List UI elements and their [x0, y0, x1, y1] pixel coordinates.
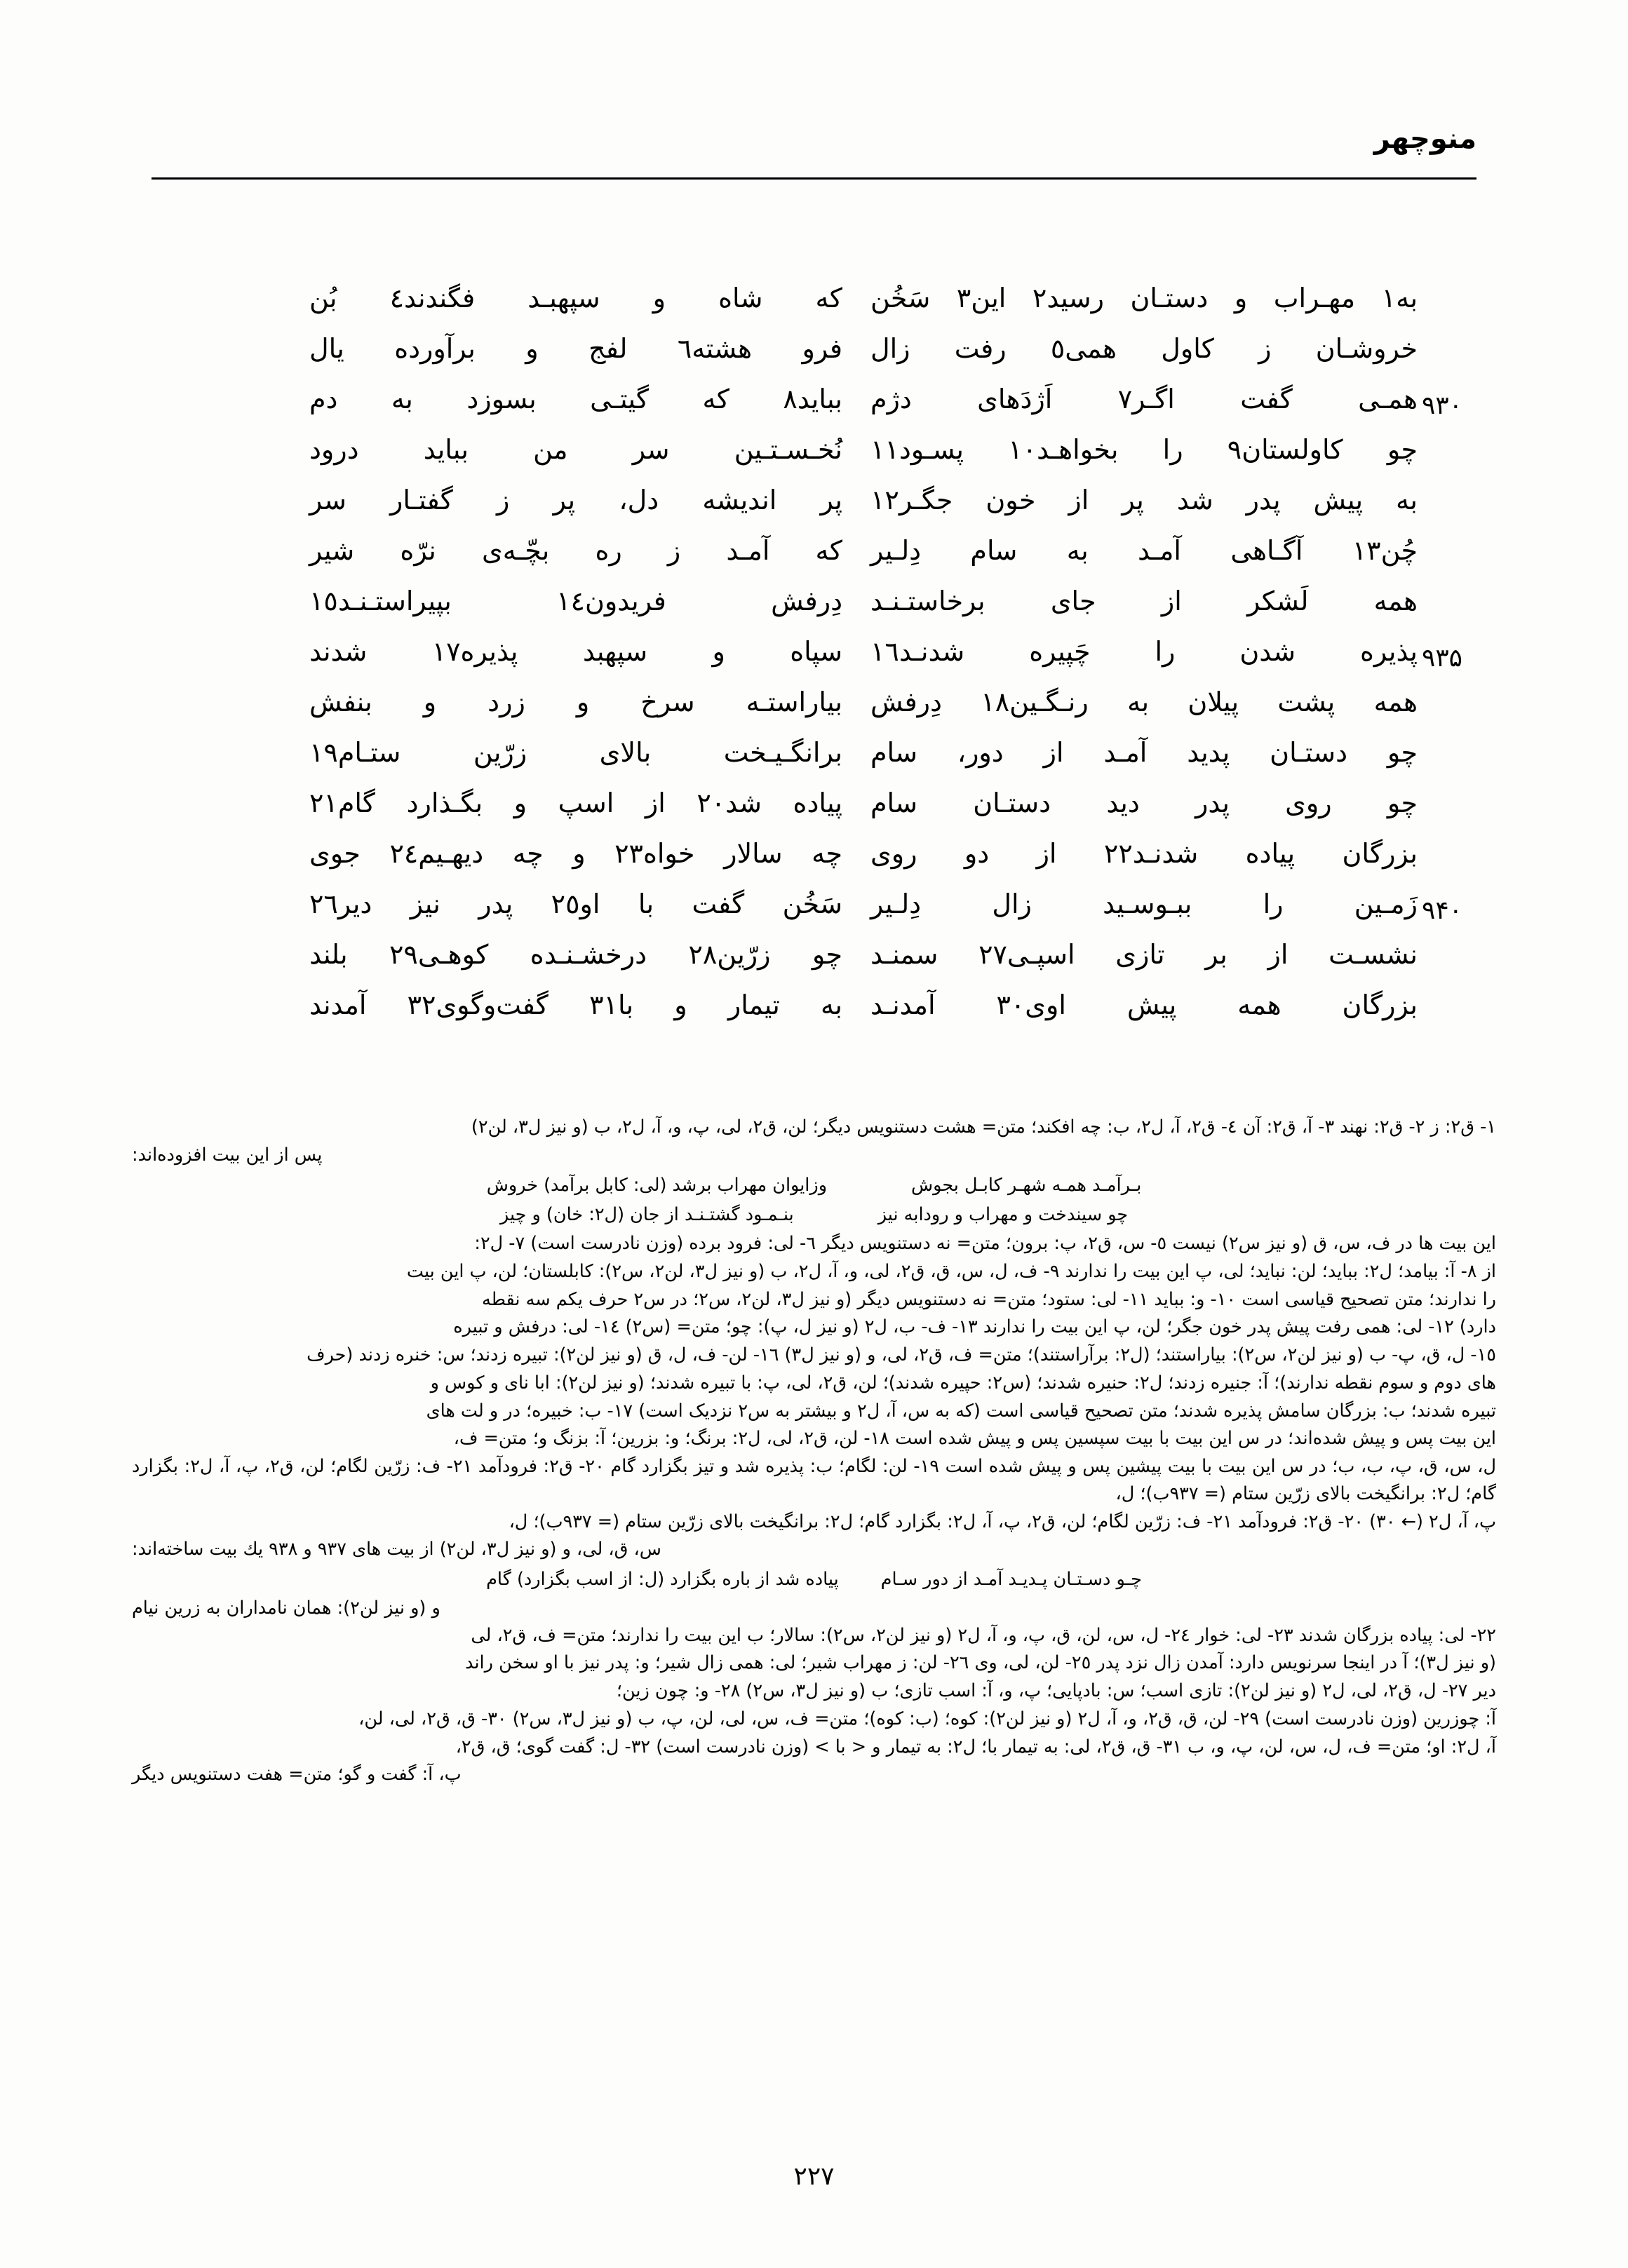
hemistich-left: بباید٨ که گیتـی بسوزد به دم	[309, 384, 842, 414]
hemistich-right: بزرگان پیاده شدنـد٢٢ از دو روی	[870, 838, 1418, 869]
apparatus-intro: پس از این بیت افزوده‌اند:	[132, 1144, 323, 1166]
apparatus-line: پ، آ: گفت و گو؛ متن= هفت دستنویس دیگر	[132, 1764, 462, 1786]
verse-number: ۹۴۰	[1422, 896, 1463, 925]
verse-block	[210, 281, 1463, 1038]
apparatus-line: و (و نیز لن٢): همان نامداران به زرین نیام	[132, 1597, 440, 1619]
hemistich-right: بـرآمـد همـه شهـر کابـل بجوش	[911, 1174, 1142, 1196]
hemistich-left: چه سالار خواه٢٣ و چه دیهـیم٢٤ جوی	[309, 838, 842, 869]
hemistich-right: خروشـان ز کاول همی٥ رفت زال	[870, 333, 1418, 364]
hemistich-left: چو زرّین٢٨ درخشـنـده کوهـی٢٩ بلند	[309, 939, 842, 970]
hemistich-right: همه پشت پیلان به رنـگـین١٨ دِرفش	[870, 687, 1418, 717]
verse-row	[210, 482, 1418, 533]
apparatus-line: از ٨- آ: بیامد؛ ل٢: بباید؛ لن: نباید؛ لی، پ این بیت را ندارند ٩- ف، ل، س، ق، ق٢، لی، و، آ، ل٢، ب (و نیز ل٣، لن٢، س٢): کابلستان؛ لن، پ این بیت	[406, 1260, 1496, 1282]
hemistich-left: فرو هشته٦ لفج و برآورده یال	[309, 333, 842, 364]
hemistich-left: پیاده شد از باره بگزارد (ل: از اسب بگزارد) گام	[486, 1569, 839, 1590]
apparatus-line: ل، س، ق، پ، ب، ب؛ در س این بیت با بیت پیشین پس و پیش شده است ١٩- لن: لگام؛ ب: پذیره شد و تیز بگزارد گام ٢٠- ق٢: فرودآمد ٢١- ف: زرّین لگام؛ لن، ق٢، پ، آ، ل٢: بگزارد گام؛ ل٢: برانگیخت بالای زرّین ستام (= ۹۳۷ب)؛ ل،	[132, 1456, 1496, 1504]
apparatus-line: این بیت ها در ف، س، ق (و نیز س٢) نیست ٥- س، ق٢، پ: برون؛ متن= نه دستنویس دیگر ٦- لی: فرود برده (وزن نادرست است) ٧- ل٢:	[474, 1233, 1496, 1254]
header-divider	[152, 177, 1476, 180]
apparatus-line: ۱- ق٢: ز ۲- ق٢: نهند ۳- آ، ق٢: آن ٤- ق٢، آ، ل٢، ب: چه افکند؛ متن= هشت دستنویس دیگر؛ لن، ق٢، لی، پ، و، آ، ل٢، ب (و نیز ل٣، لن٢)	[471, 1116, 1496, 1138]
hemistich-right: همـی گفت اگـر٧ اَژدَهای دژم	[870, 384, 1418, 414]
page-header	[152, 125, 1476, 175]
hemistich-left: که شاه و سپهبـد فگندند٤ بُن	[309, 283, 842, 313]
verse-row	[210, 987, 1418, 1038]
hemistich-left: دِرفش فریدون١٤ بپیراستـنـد١٥	[309, 586, 842, 616]
apparatus-line: این بیت پس و پیش شده‌اند؛ در س این بیت با بیت سپسین پس و پیش شده است ١٨- لن، ق٢، لی، ل٢: برنگ؛ و: بزرین؛ آ: بزنگ و؛ متن= ف،	[453, 1428, 1496, 1450]
hemistich-right: بزرگان همه پیش اوی٣٠ آمدنـد	[870, 990, 1418, 1020]
section-title: منوچهر	[1373, 123, 1476, 155]
hemistich-right: به١ مهـراب و دستـان رسید٢ این٣ سَخُن	[870, 283, 1418, 313]
verse-number: ۹۳۵	[1422, 644, 1463, 673]
hemistich-right: چو روی پدر دید دستـان سام	[870, 788, 1418, 818]
hemistich-left: که آمـد ز ره بچّـه‌ی نرّه شیر	[309, 535, 842, 566]
apparatus-added-verse	[132, 1172, 1496, 1199]
hemistich-left: برانگـیـخت بالای زرّین ستـام١٩	[309, 737, 842, 768]
apparatus-line: (و نیز ل٣)؛ آ در اینجا سرنویس دارد: آمدن زال نزد پدر ٢٥- لن، لی، وی ٢٦- لن: ز مهراب شیر؛ لی: همی زال شیر؛ و: پدر نیز با او سخن راند	[465, 1652, 1496, 1674]
apparatus-line: آ، ل٢: او؛ متن= ف، ل، س، لن، پ، و، ب ٣١- ق، ق٢، لی: به تیمار با؛ ل٢: به تیمار و < با > (وزن نادرست است) ٣٢- ل: گفت گوی؛ ق، ق٢،	[455, 1736, 1496, 1757]
verse-row	[210, 583, 1418, 634]
hemistich-left: بنـمـود گشتـنـد از جان (ل٢: خان) و چیز	[499, 1204, 794, 1226]
hemistich-left: سپاه و سپهبد پذیره١٧ شدند	[309, 636, 842, 667]
apparatus-merged-verse	[132, 1566, 1496, 1593]
verse-row	[210, 281, 1418, 331]
hemistich-left: وزایوان مهراب برشد (لی: کابل برآمد) خروش	[486, 1174, 828, 1196]
verse-row	[210, 684, 1418, 735]
verse-row	[210, 886, 1463, 937]
hemistich-left: سَخُن گفت با او٢٥ پدر نیز دیر٢٦	[309, 889, 842, 919]
hemistich-left: پر اندیشه دل، پر ز گفتـار سر	[309, 485, 842, 515]
apparatus-line: ٢٢- لی: پیاده بزرگان شدند ٢٣- لی: خوار ٢٤- ل، س، لن، ق، پ، و، آ، ل٢ (و نیز لن٢، س٢): سالار؛ ب این بیت را ندارند؛ متن= ف، ق٢، لی	[471, 1624, 1496, 1646]
apparatus-line: های دوم و سوم نقطه ندارند)؛ آ: جنیره زدند؛ ل٢: حنیره شدند؛ (س٢: حپیره شدند)؛ لن، ق٢، لی، پ: با تبیره شدند؛ (و نیز لن٢): ابا نای و کوس و	[430, 1372, 1496, 1393]
hemistich-left: به تیمار و با٣١ گفت‌وگوی٣٢ آمدند	[309, 990, 842, 1020]
apparatus-line: تبیره شدند؛ ب: بزرگان سامش پذیره شدند؛ متن تصحیح قیاسی است (که به س، آ، ل٢ و بیشتر به س٢ نزدیک است) ١٧- ب: خبیره؛ در و لت های	[426, 1400, 1496, 1422]
hemistich-right: چو کاولستان٩ را بخواهـد١٠ پسـود١١	[870, 434, 1418, 465]
hemistich-left: نُخـسـتـین سر من بباید درود	[309, 434, 842, 465]
page-number: ۲۲۷	[793, 2162, 835, 2191]
apparatus-line: س، ق، لی، و (و نیز ل٣، لن٢) از بیت های ۹۳۷ و ۹۳۸ یك بیت ساخته‌اند:	[132, 1539, 661, 1560]
verse-number: ۹۳۰	[1422, 391, 1463, 420]
apparatus-added-verse	[132, 1201, 1496, 1229]
hemistich-right: نشسـت از بر تازی اسپـی٢٧ سمنـد	[870, 939, 1418, 970]
verse-row	[210, 634, 1463, 684]
verse-row	[210, 533, 1418, 583]
critical-apparatus	[132, 1114, 1496, 1788]
hemistich-right: چـو دسـتـان پـدیـد آمـد از دور سـام	[880, 1569, 1142, 1590]
hemistich-right: به پیش پدر شد پر از خون جگـر١٢	[870, 485, 1418, 515]
verse-row	[210, 382, 1463, 432]
apparatus-line: آ: چوزرین (وزن نادرست است) ٢٩- لن، ق، ق٢، و، آ، ل٢ (و نیز لن٢): كوه؛ (ب: كوه)؛ متن= ف، س، لی، لن، پ، ب (و نیز ل٣، س٢) ٣٠- ق، ق٢، لی، لن،	[358, 1708, 1496, 1729]
apparatus-line: را ندارند؛ متن تصحیح قیاسی است ١٠- و: بباید ١١- لی: ستود؛ متن= نه دستنویس دیگر (و نیز ل٣، لن٢، س٢؛ در س٢ حرف یکم سه نقطه	[481, 1288, 1496, 1310]
verse-row	[210, 432, 1418, 482]
hemistich-right: پذیره شدن را چَپیره شدنـد١٦	[870, 636, 1418, 667]
verse-row	[210, 785, 1418, 836]
hemistich-right: چو سیندخت و مهراب و رودابه نیز	[877, 1204, 1129, 1226]
hemistich-right: چُن١٣ آگـاهی آمـد به سام دِلـیر	[870, 535, 1418, 566]
apparatus-line: دارد) ١٢- لی: همی رفت پیش پدر خون جگر؛ لن، پ این بیت را ندارند ١٣- ف- ب، ل٢ (و نیز ل، پ): چو؛ متن= (س٢) ١٤- لی: درفش و تبیره	[453, 1316, 1496, 1338]
apparatus-line: ١٥- ل، ق، پ- ب (و نیز لن٢، س٢): بیاراستند؛ (ل٢: برآراستند)؛ متن= ف، ق٢، لی، و (و نیز ل٣) ١٦- لن- ف، ل، ق (و نیز لن٢): تبیره زدند؛ س: خنره زدند (حرف	[307, 1344, 1496, 1365]
apparatus-line: دیر ٢٧- ل، ق٢، لی، ل٢ (و نیز لن٢): تازی اسب؛ س: بادپایی؛ پ، و، آ: اسب تازی؛ ب (و نیز ل٣، س٢) ٢٨- و: چون زین؛	[616, 1680, 1496, 1701]
hemistich-right: چو دستـان پدید آمـد از دور، سام	[870, 737, 1418, 768]
hemistich-left: بیاراستـه سرخ و زرد و بنفش	[309, 687, 842, 717]
apparatus-line: پ، آ، ل٢ (← ۳۰) ٢٠- ق٢: فرودآمد ٢١- ف: زرّین لگام؛ لن، ق٢، پ، آ، ل٢: بگزارد گام؛ ل٢: برانگیخت بالای زرّین ستام (= ۹۳۷ب)؛ ل،	[509, 1511, 1496, 1532]
hemistich-left: پیاده شد٢٠ از اسپ و بگـذارد گام٢١	[309, 788, 842, 818]
hemistich-right: همه لَشکر از جای برخاستـنـد	[870, 586, 1418, 616]
verse-row	[210, 735, 1418, 785]
verse-row	[210, 937, 1418, 987]
verse-row	[210, 836, 1418, 886]
verse-row	[210, 331, 1418, 382]
hemistich-right: زَمـین را ببـوسـید زال دِلـیر	[870, 889, 1418, 919]
